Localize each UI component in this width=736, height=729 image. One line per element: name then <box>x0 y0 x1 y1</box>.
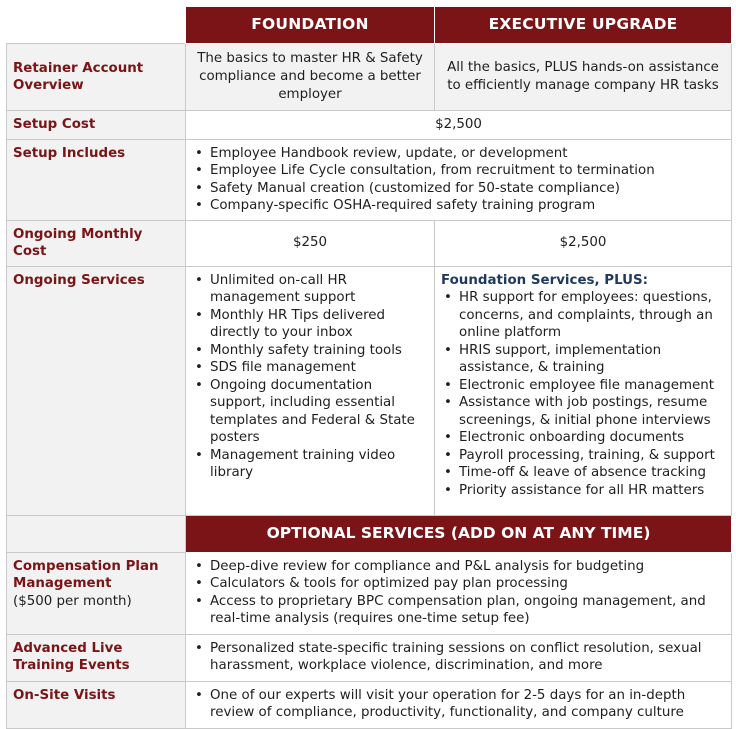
setup-includes-list <box>192 145 725 215</box>
list-item: • Monthly safety training tools <box>208 342 428 360</box>
list-item: • One of our experts will visit your operation for 2-5 days for an in-depth review of compliance, productivity, functionality, and company culture <box>208 687 725 722</box>
setup-cost-value: $2,500 <box>186 111 732 140</box>
optional-header-row <box>7 515 732 552</box>
overview-label: Retainer Account Overview <box>7 44 186 111</box>
setup-includes-label: Setup Includes <box>7 139 186 220</box>
setup-includes-cell <box>186 139 732 220</box>
executive-overview: All the basics, PLUS hands-on assistance to efficiently manage company HR tasks <box>435 44 732 111</box>
monthly-cost-row <box>7 220 732 266</box>
executive-column-header: EXECUTIVE UPGRADE <box>435 7 732 44</box>
onsite-row <box>7 681 732 728</box>
list-item: • Payroll processing, training, & support <box>457 447 725 465</box>
executive-services-cell <box>435 266 732 515</box>
list-item: • Electronic onboarding documents <box>457 429 725 447</box>
executive-services-heading: Foundation Services, PLUS: <box>441 272 649 288</box>
pricing-table <box>6 6 732 729</box>
list-item: • Assistance with job postings, resume screenings, & initial phone interviews <box>457 394 725 429</box>
executive-monthly-cost: $2,500 <box>435 220 732 266</box>
setup-includes-row <box>7 139 732 220</box>
list-item: • Safety Manual creation (customized for 50-state compliance) <box>208 180 725 198</box>
foundation-services-cell <box>186 266 435 515</box>
setup-cost-row <box>7 111 732 140</box>
ongoing-services-label: Ongoing Services <box>7 266 186 515</box>
overview-row <box>7 44 732 111</box>
foundation-monthly-cost: $250 <box>186 220 435 266</box>
compensation-cell <box>186 552 732 634</box>
list-item: • Unlimited on-call HR management support <box>208 272 428 307</box>
training-label: Advanced Live Training Events <box>7 634 186 681</box>
list-item: • Electronic employee file management <box>457 377 725 395</box>
list-item: • Priority assistance for all HR matters <box>457 482 725 500</box>
list-item: • SDS file management <box>208 359 428 377</box>
list-item: • Employee Handbook review, update, or development <box>208 145 725 163</box>
list-item: • Personalized state-specific training sessions on conflict resolution, sexual harassment, workplace violence, discrimination, and more <box>208 640 725 675</box>
list-item: • Employee Life Cycle consultation, from recruitment to termination <box>208 162 725 180</box>
compensation-row <box>7 552 732 634</box>
compensation-price: ($500 per month) <box>13 593 132 609</box>
foundation-column-header: FOUNDATION <box>186 7 435 44</box>
onsite-cell <box>186 681 732 728</box>
list-item: • HR support for employees: questions, concerns, and complaints, through an online platform <box>457 289 725 342</box>
training-row <box>7 634 732 681</box>
header-row <box>7 7 732 44</box>
compensation-label-cell <box>7 552 186 634</box>
header-blank-cell <box>7 7 186 44</box>
list-item: • Company-specific OSHA-required safety training program <box>208 197 725 215</box>
onsite-list <box>192 687 725 722</box>
foundation-services-list <box>192 272 428 482</box>
compensation-label: Compensation Plan Management <box>13 558 159 591</box>
monthly-cost-label: Ongoing Monthly Cost <box>7 220 186 266</box>
list-item: • Deep-dive review for compliance and P&L analysis for budgeting <box>208 558 725 576</box>
list-item: • Time-off & leave of absence tracking <box>457 464 725 482</box>
list-item: • Management training video library <box>208 447 428 482</box>
ongoing-services-row <box>7 266 732 515</box>
setup-cost-label: Setup Cost <box>7 111 186 140</box>
training-cell <box>186 634 732 681</box>
foundation-overview: The basics to master HR & Safety compliance and become a better employer <box>186 44 435 111</box>
list-item: • Ongoing documentation support, including essential templates and Federal & State posters <box>208 377 428 447</box>
list-item: • Monthly HR Tips delivered directly to your inbox <box>208 307 428 342</box>
list-item: • HRIS support, implementation assistance, & training <box>457 342 725 377</box>
executive-services-list <box>441 289 725 499</box>
list-item: • Calculators & tools for optimized pay plan processing <box>208 575 725 593</box>
optional-services-header: OPTIONAL SERVICES (ADD ON AT ANY TIME) <box>186 515 732 552</box>
training-list <box>192 640 725 675</box>
list-item: • Access to proprietary BPC compensation plan, ongoing management, and real-time analysis (requires one-time setup fee) <box>208 593 725 628</box>
onsite-label: On-Site Visits <box>7 681 186 728</box>
compensation-list <box>192 558 725 628</box>
optional-header-blank <box>7 515 186 552</box>
